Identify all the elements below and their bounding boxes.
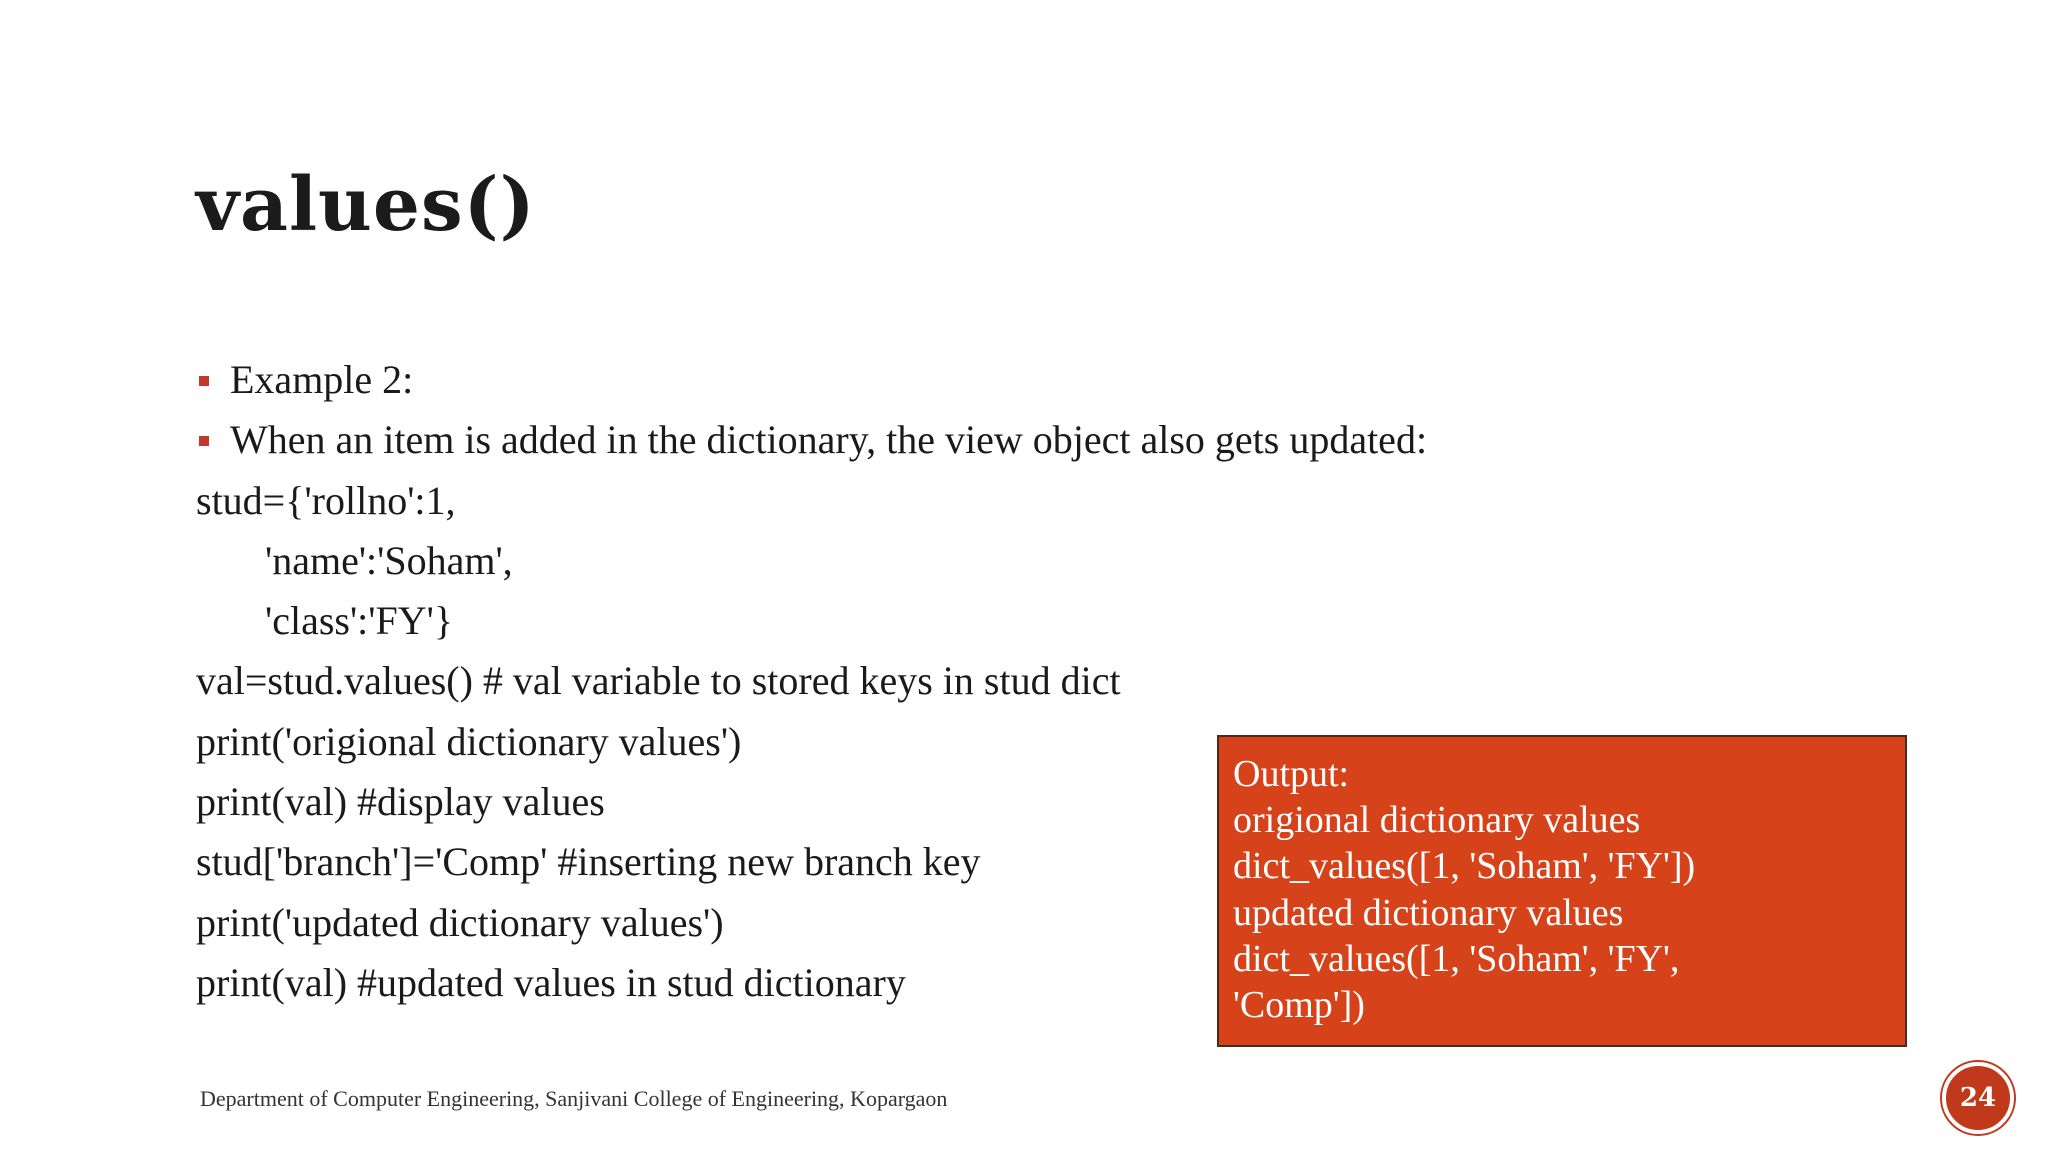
output-line: Output: <box>1233 753 1350 795</box>
output-line: origional dictionary values <box>1233 799 1641 842</box>
page-number-badge <box>1942 1062 2014 1134</box>
output-line: 'Comp']) <box>1233 984 1365 1027</box>
code-line: stud['branch']='Comp' #inserting new branch key <box>196 839 981 885</box>
slide-footer: Department of Computer Engineering, Sanjivani College of Engineering, Kopargaon <box>200 1086 948 1111</box>
bullet-text: Example 2: <box>230 357 414 402</box>
bullet-text: When an item is added in the dictionary, the view object also gets updated: <box>230 417 1428 463</box>
code-line: stud={'rollno':1, <box>196 477 456 523</box>
square-bullet-icon <box>199 376 209 386</box>
code-line: print('updated dictionary values') <box>196 899 724 945</box>
code-line: print(val) #updated values in stud dictionary <box>196 959 906 1005</box>
slide-title: values() <box>196 162 536 248</box>
code-line: print(val) #display values <box>196 779 605 825</box>
code-line: 'class':'FY'} <box>265 598 454 644</box>
page-number: 24 <box>1959 1083 1997 1113</box>
code-line: print('origional dictionary values') <box>196 718 742 764</box>
output-line: updated dictionary values <box>1233 891 1624 934</box>
bullet-item <box>196 350 1936 410</box>
code-line: val=stud.values() # val variable to stored keys in stud dict <box>196 658 1121 704</box>
output-line: dict_values([1, 'Soham', 'FY', <box>1233 937 1680 980</box>
square-bullet-icon <box>199 436 209 446</box>
code-line: 'name':'Soham', <box>265 537 513 583</box>
output-box <box>1217 735 1907 1047</box>
bullet-item <box>196 410 1936 470</box>
output-line: dict_values([1, 'Soham', 'FY']) <box>1233 845 1696 888</box>
